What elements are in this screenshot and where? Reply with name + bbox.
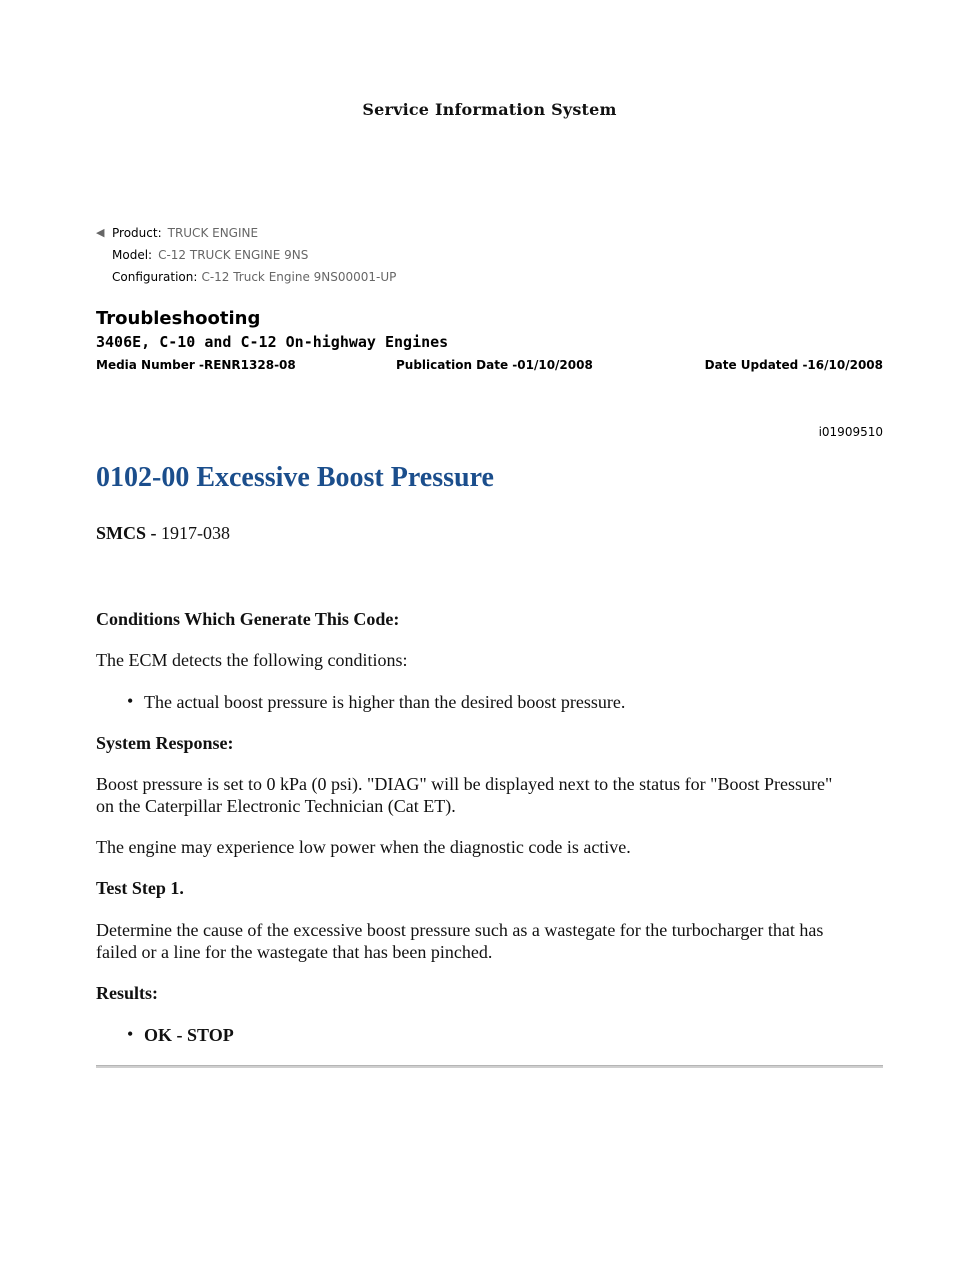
product-row — [96, 222, 396, 244]
model-row — [96, 244, 396, 266]
smcs-line — [96, 522, 896, 544]
publication-date: Publication Date -01/10/2008 — [396, 358, 593, 372]
results-bullet: OK - STOP — [144, 1025, 234, 1045]
document-id: i01909510 — [818, 425, 883, 439]
conditions-heading: Conditions Which Generate This Code: — [96, 609, 400, 629]
product-value: TRUCK ENGINE — [167, 226, 259, 240]
results-heading: Results: — [96, 983, 158, 1003]
step-paragraph — [96, 919, 896, 963]
smcs-label: SMCS - — [96, 523, 157, 543]
bullet-marker: • — [127, 1024, 134, 1044]
response-heading: System Response: — [96, 733, 234, 753]
response-paragraph-2: The engine may experience low power when the diagnostic code is active. — [96, 837, 631, 857]
document-type: Troubleshooting — [96, 308, 261, 329]
horizontal-divider — [96, 1065, 883, 1068]
configuration-label: Configuration: — [112, 270, 198, 284]
response-para1-line2: on the Caterpillar Electronic Technician (Cat ET). — [96, 796, 456, 816]
response-para1-line1: Boost pressure is set to 0 kPa (0 psi). "DIAG" will be displayed next to the status for "Boost Pressure" — [96, 774, 833, 794]
bullet-marker: • — [127, 691, 134, 711]
response-paragraph-1 — [96, 773, 896, 817]
document-subtitle: 3406E, C-10 and C-12 On-highway Engines — [96, 333, 449, 351]
date-updated: Date Updated -16/10/2008 — [704, 358, 883, 372]
conditions-intro: The ECM detects the following conditions: — [96, 650, 408, 670]
step-para-line1: Determine the cause of the excessive boost pressure such as a wastegate for the turbocharger that has — [96, 920, 824, 940]
back-arrow-icon[interactable]: ◀ — [96, 226, 105, 239]
media-number: Media Number -RENR1328-08 — [96, 358, 296, 372]
model-label: Model: — [112, 248, 153, 262]
conditions-bullet: The actual boost pressure is higher than the desired boost pressure. — [144, 692, 626, 712]
page-title: 0102-00 Excessive Boost Pressure — [96, 462, 494, 493]
step-heading: Test Step 1. — [96, 878, 184, 898]
system-title: Service Information System — [362, 100, 617, 119]
smcs-value: 1917-038 — [161, 523, 231, 543]
configuration-row — [96, 266, 396, 288]
configuration-value: C-12 Truck Engine 9NS00001-UP — [201, 270, 397, 284]
model-value: C-12 TRUCK ENGINE 9NS — [158, 248, 309, 262]
step-para-line2: failed or a line for the wastegate that has been pinched. — [96, 942, 493, 962]
product-label: Product: — [112, 226, 162, 240]
product-info — [96, 222, 396, 288]
